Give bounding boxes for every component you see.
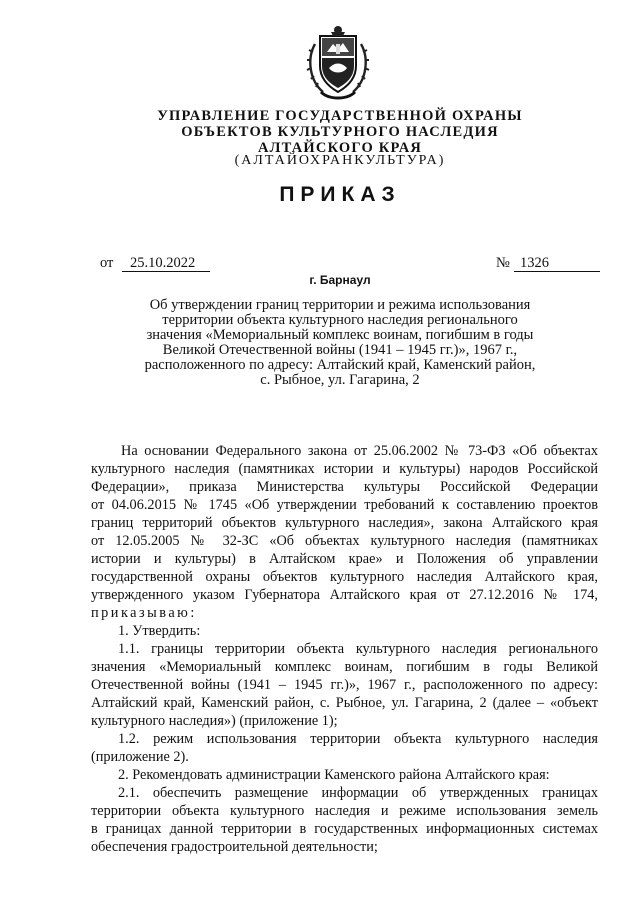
item-1-1-line: культурного наследия») (приложение 1);: [91, 713, 338, 729]
item-2-1-line: 2.1. обеспечить размещение информации об утвержденных границах: [118, 785, 598, 801]
item-1-2-line: 1.2. режим использования территории объекта культурного наследия: [118, 731, 598, 747]
preamble-line: государственной охраны объектов культурного наследия Алтайского края,: [91, 569, 598, 585]
title-line: расположенного по адресу: Алтайский край, Каменский район,: [144, 357, 536, 373]
title-line: значения «Мемориальный комплекс воинам, погибшим в годы: [146, 327, 534, 343]
preamble-line: от 04.06.2015 № 1745 «Об утверждении требований к составлению проектов: [91, 497, 598, 513]
item-2-heading: 2. Рекомендовать администрации Каменского района Алтайского края:: [118, 767, 550, 783]
item-1-heading: 1. Утвердить:: [118, 623, 201, 639]
item-1-1-line: Отечественной войны (1941 – 1945 гг.)», 1967 г., расположенного по адресу:: [91, 677, 598, 693]
preamble-line: от 12.05.2005 № 32-ЗС «Об объектах культурного наследия (памятниках: [91, 533, 598, 549]
date-label: от: [100, 255, 114, 271]
item-1-1-line: 1.1. границы территории объекта культурного наследия регионального: [118, 641, 598, 657]
org-name-line-2: ОБЪЕКТОВ КУЛЬТУРНОГО НАСЛЕДИЯ: [181, 124, 499, 140]
preamble-line: Федерации», приказа Министерства культуры Российской Федерации: [91, 479, 598, 495]
number-value: 1326: [514, 255, 600, 272]
item-1-1-line: Алтайский край, Каменский район, с. Рыбное, ул. Гагарина, 2 (далее – «объект: [91, 695, 598, 711]
document-type-heading: ПРИКАЗ: [279, 183, 401, 206]
item-1-1-line: значения «Мемориальный комплекс воинам, погибшим в годы Великой: [91, 659, 598, 675]
city-label: г. Барнаул: [309, 273, 371, 287]
preamble-line: утвержденного указом Губернатора Алтайского края от 27.12.2016 № 174,: [91, 587, 598, 603]
preamble-line: На основании Федерального закона от 25.06.2002 № 73-ФЗ «Об объектах: [121, 443, 598, 459]
org-name-line-3: АЛТАЙСКОГО КРАЯ: [257, 140, 423, 156]
preamble-line: культурного наследия (памятниках истории и культуры) народов Российской: [91, 461, 598, 477]
title-line: с. Рыбное, ул. Гагарина, 2: [260, 372, 420, 388]
item-2-1-line: территории объекта культурного наследия и режиме использования земель: [91, 803, 598, 819]
title-line: территории объекта культурного наследия регионального: [162, 312, 518, 328]
item-1-2-line: (приложение 2).: [91, 749, 189, 765]
org-name-line-1: УПРАВЛЕНИЕ ГОСУДАРСТВЕННОЙ ОХРАНЫ: [157, 108, 523, 124]
date-value: 25.10.2022: [122, 255, 210, 272]
preamble-line: истории и культуры) в Алтайском крае» и Положения об управлении: [91, 551, 598, 567]
preamble-line: приказываю:: [91, 605, 197, 621]
item-2-1-line: в границах данной территории в государственных информационных системах: [91, 821, 598, 837]
preamble-line: границ территорий объектов культурного наследия», закона Алтайского края: [91, 515, 598, 531]
title-line: Об утверждении границ территории и режима использования: [149, 297, 531, 313]
coat-of-arms-emblem: [305, 22, 371, 102]
title-line: Великой Отечественной войны (1941 – 1945 гг.)», 1967 г.,: [162, 342, 518, 358]
number-label: №: [496, 255, 510, 271]
item-2-1-line: обеспечения градостроительной деятельности;: [91, 839, 378, 855]
org-short-name: (АЛТАЙОХРАНКУЛЬТУРА): [234, 153, 446, 168]
